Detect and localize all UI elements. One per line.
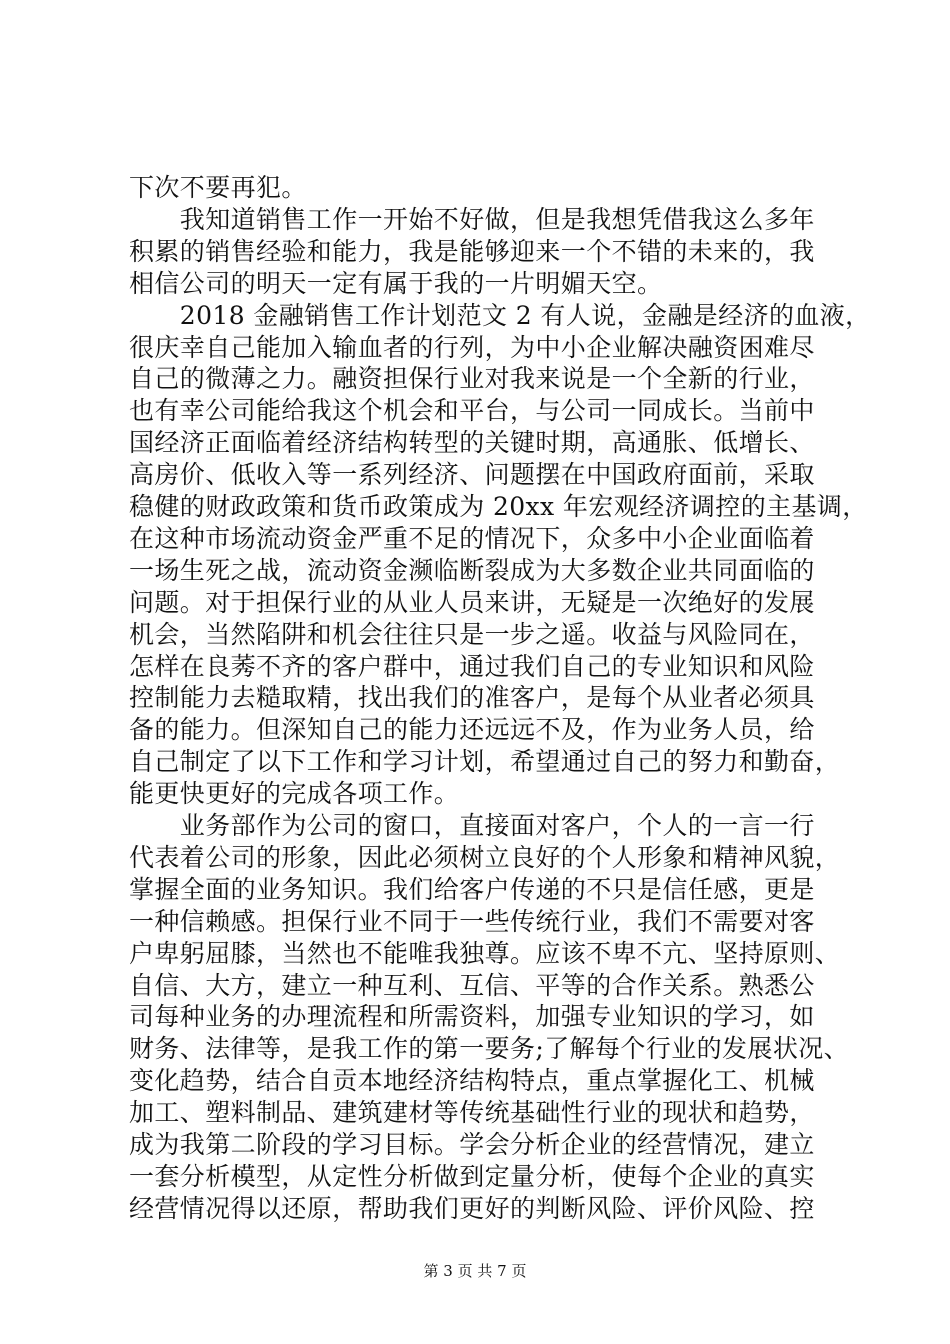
- page-number-footer: 第 3 页 共 7 页: [423, 1262, 527, 1280]
- text-line: 国经济正面临着经济结构转型的关键时期，高通胀、低增长、: [129, 428, 815, 458]
- text-line: 相信公司的明天一定有属于我的一片明媚天空。: [129, 268, 663, 298]
- text-line: 司每种业务的办理流程和所需资料，加强专业知识的学习，如: [129, 1002, 815, 1032]
- text-line: 高房价、低收入等一系列经济、问题摆在中国政府面前，采取: [129, 460, 815, 490]
- text-line: 一种信赖感。担保行业不同于一些传统行业，我们不需要对客: [129, 906, 815, 936]
- text-line: 自己制定了以下工作和学习计划，希望通过自己的努力和勤奋，: [129, 747, 841, 777]
- text-line: 怎样在良莠不齐的客户群中，通过我们自己的专业知识和风险: [129, 651, 815, 681]
- text-line: 2018 金融销售工作计划范文 2 有人说，金融是经济的血液，: [129, 300, 871, 330]
- text-line: 经营情况得以还原，帮助我们更好的判断风险、评价风险、控: [129, 1193, 815, 1223]
- text-line: 成为我第二阶段的学习目标。学会分析企业的经营情况，建立: [129, 1130, 815, 1159]
- text-line: 我知道销售工作一开始不好做，但是我想凭借我这么多年: [129, 204, 815, 234]
- text-line: 加工、塑料制品、建筑建材等传统基础性行业的现状和趋势，: [129, 1098, 815, 1128]
- text-line: 代表着公司的形象，因此必须树立良好的个人形象和精神风貌，: [129, 842, 841, 872]
- text-line: 财务、法律等，是我工作的第一要务;了解每个行业的发展状况、: [129, 1034, 850, 1064]
- text-line: 能更快更好的完成各项工作。: [129, 779, 460, 809]
- text-line: 自己的微薄之力。融资担保行业对我来说是一个全新的行业，: [129, 364, 815, 394]
- text-line: 备的能力。但深知自己的能力还远远不及，作为业务人员，给: [129, 715, 815, 745]
- text-line: 一场生死之战，流动资金濒临断裂成为大多数企业共同面临的: [129, 555, 815, 585]
- text-line: 自信、大方，建立一种互利、互信、平等的合作关系。熟悉公: [129, 970, 815, 1000]
- text-line: 下次不要再犯。: [129, 173, 307, 202]
- text-line: 一套分析模型，从定性分析做到定量分析，使每个企业的真实: [129, 1161, 815, 1191]
- text-line: 很庆幸自己能加入输血者的行列，为中小企业解决融资困难尽: [129, 332, 815, 362]
- text-line: 也有幸公司能给我这个机会和平台，与公司一同成长。当前中: [129, 396, 815, 426]
- text-line: 在这种市场流动资金严重不足的情况下，众多中小企业面临着: [129, 523, 815, 553]
- text-line: 户卑躬屈膝，当然也不能唯我独尊。应该不卑不亢、坚持原则、: [129, 938, 841, 968]
- text-line: 积累的销售经验和能力，我是能够迎来一个不错的未来的，我: [129, 236, 815, 266]
- text-line: 问题。对于担保行业的从业人员来讲，无疑是一次绝好的发展: [129, 587, 815, 617]
- text-line: 控制能力去糙取精，找出我们的准客户，是每个从业者必须具: [129, 683, 815, 713]
- text-line: 掌握全面的业务知识。我们给客户传递的不只是信任感，更是: [129, 874, 815, 904]
- text-line: 稳健的财政政策和货币政策成为 20xx 年宏观经济调控的主基调，: [129, 492, 868, 521]
- text-line: 变化趋势，结合自贡本地经济结构特点，重点掌握化工、机械: [129, 1066, 815, 1096]
- text-line: 机会，当然陷阱和机会往往只是一步之遥。收益与风险同在，: [129, 619, 815, 649]
- text-line: 业务部作为公司的窗口，直接面对客户，个人的一言一行: [129, 811, 815, 840]
